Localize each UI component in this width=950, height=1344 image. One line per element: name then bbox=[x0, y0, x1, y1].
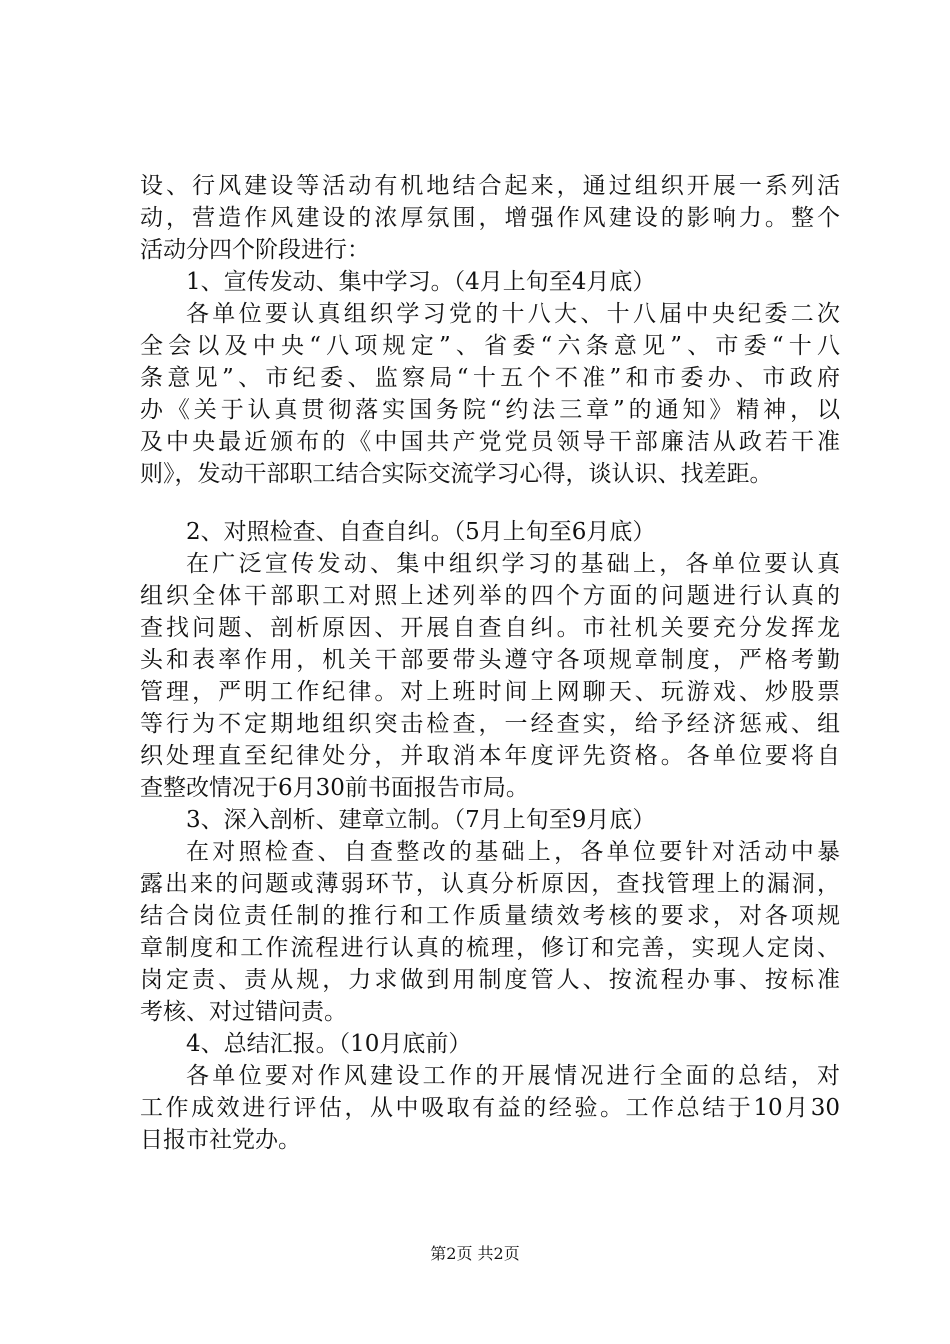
text-line: 管理，严明工作纪律。对上班时间上网聊天、玩游戏、炒股票 bbox=[140, 679, 840, 705]
text-line: 办《关于认真贯彻落实国务院“约法三章”的通知》精神，以 bbox=[140, 397, 840, 423]
text-line: 岗定责、责从规，力求做到用制度管人、按流程办事、按标准 bbox=[140, 967, 840, 993]
section-heading-1: 1、宣传发动、集中学习。（4月上旬至4月底） bbox=[186, 269, 656, 295]
section-heading-3: 3、深入剖析、建章立制。（7月上旬至9月底） bbox=[186, 807, 656, 833]
text-line: 日报市社党办。 bbox=[140, 1127, 301, 1153]
text-line: 查整改情况于6月30前书面报告市局。 bbox=[140, 775, 529, 801]
paragraph-gap bbox=[140, 490, 840, 516]
text-line: 在广泛宣传发动、集中组织学习的基础上，各单位要认真 bbox=[186, 551, 840, 577]
text-line: 各单位要认真组织学习党的十八大、十八届中央纪委二次 bbox=[186, 301, 840, 327]
text-line: 及中央最近颁布的《中国共产党党员领导干部廉洁从政若干准 bbox=[140, 429, 840, 455]
text-line: 组织全体干部职工对照上述列举的四个方面的问题进行认真的 bbox=[140, 583, 840, 609]
document-body bbox=[140, 170, 840, 1156]
text-line: 各单位要对作风建设工作的开展情况进行全面的总结，对 bbox=[186, 1063, 840, 1089]
text-line: 动，营造作风建设的浓厚氛围，增强作风建设的影响力。整个 bbox=[140, 205, 840, 231]
section-heading-2: 2、对照检查、自查自纠。（5月上旬至6月底） bbox=[186, 519, 656, 545]
text-line: 考核、对过错问责。 bbox=[140, 999, 347, 1025]
text-line: 结合岗位责任制的推行和工作质量绩效考核的要求，对各项规 bbox=[140, 903, 840, 929]
text-line: 在对照检查、自查整改的基础上，各单位要针对活动中暴 bbox=[186, 839, 840, 865]
text-line: 则》，发动干部职工结合实际交流学习心得，谈认识、找差距。 bbox=[140, 461, 773, 487]
text-line: 等行为不定期地组织突击检查，一经查实，给予经济惩戒、组 bbox=[140, 711, 840, 737]
page-number-footer: 第2页 共2页 bbox=[430, 1244, 520, 1263]
text-line: 头和表率作用，机关干部要带头遵守各项规章制度，严格考勤 bbox=[140, 647, 840, 673]
text-line: 活动分四个阶段进行： bbox=[140, 237, 370, 263]
text-line: 工作成效进行评估，从中吸取有益的经验。工作总结于10月30 bbox=[140, 1095, 840, 1121]
text-line: 查找问题、剖析原因、开展自查自纠。市社机关要充分发挥龙 bbox=[140, 615, 840, 641]
text-line: 露出来的问题或薄弱环节，认真分析原因，查找管理上的漏洞， bbox=[140, 871, 840, 897]
section-heading-4: 4、总结汇报。（10月底前） bbox=[186, 1031, 472, 1057]
text-line: 章制度和工作流程进行认真的梳理，修订和完善，实现人定岗、 bbox=[140, 935, 840, 961]
text-line: 条意见”、市纪委、监察局“十五个不准”和市委办、市政府 bbox=[140, 365, 840, 391]
text-line: 设、行风建设等活动有机地结合起来，通过组织开展一系列活 bbox=[140, 173, 840, 199]
text-line: 织处理直至纪律处分，并取消本年度评先资格。各单位要将自 bbox=[140, 743, 840, 769]
text-line: 全会以及中央“八项规定”、省委“六条意见”、市委“十八 bbox=[140, 333, 840, 359]
